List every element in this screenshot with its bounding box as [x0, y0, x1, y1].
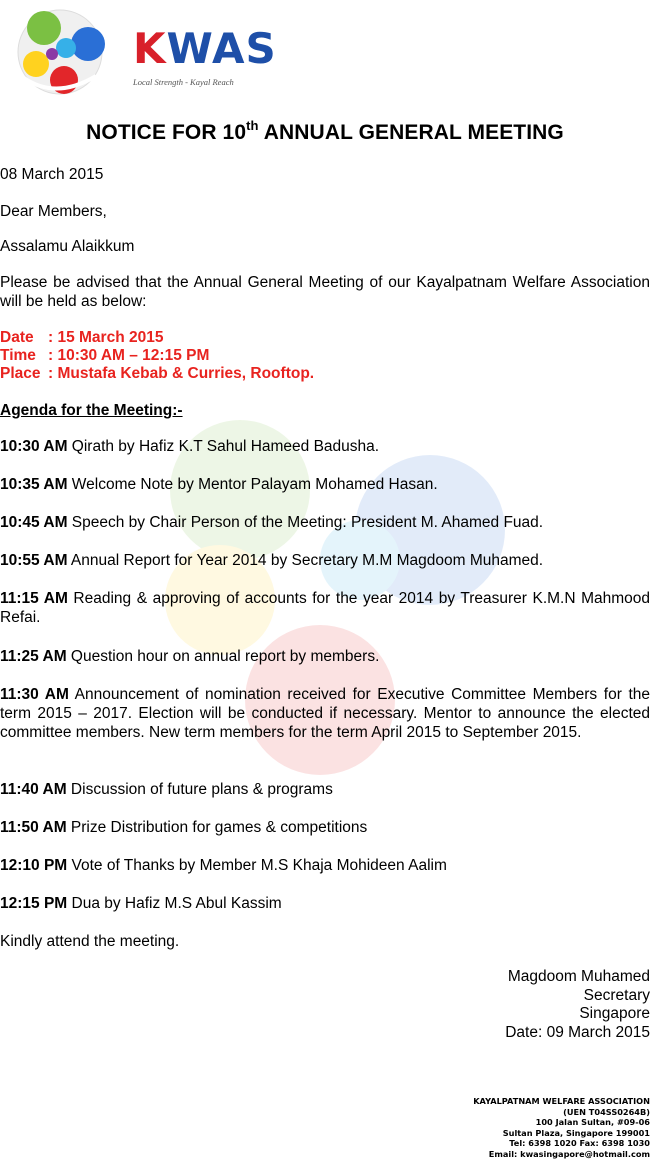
kwas-logo [16, 8, 277, 100]
detail-place: Place : Mustafa Kebab & Curries, Rooftop. [0, 365, 315, 382]
footer-address [473, 1096, 650, 1159]
closing-text: Kindly attend the meeting. [0, 933, 180, 950]
signatory-location: Singapore [579, 1005, 650, 1022]
footer-email: Email: kwasingapore@hotmail.com [488, 1148, 650, 1159]
agenda-item: 11:40 AM Discussion of future plans & programs [0, 781, 333, 798]
agenda-item: 12:15 PM Dua by Hafiz M.S Abul Kassim [0, 895, 282, 912]
notice-date: 08 March 2015 [0, 166, 104, 183]
agenda-item: 10:45 AM Speech by Chair Person of the Meeting: President M. Ahamed Fuad. [0, 514, 544, 531]
signature-block [505, 968, 650, 1042]
signature-date: Date: 09 March 2015 [505, 1023, 650, 1041]
agenda-item: 11:50 AM Prize Distribution for games & competitions [0, 819, 368, 836]
footer-uen: (UEN T04SS0264B) [563, 1106, 650, 1117]
footer-phone: Tel: 6398 1020 Fax: 6398 1030 [509, 1138, 650, 1148]
agenda-item: 11:15 AM Reading & approving of accounts for the year 2014 by Treasurer K.M.N Mahmood Refai. [0, 590, 650, 626]
footer-address-line1: 100 Jalan Sultan, #09-06 [535, 1117, 650, 1127]
signatory-name: Magdoom Muhamed [507, 968, 650, 985]
agenda-item: 10:30 AM Qirath by Hafiz K.T Sahul Hameed Badusha. [0, 438, 380, 455]
agenda-item: 10:35 AM Welcome Note by Mentor Palayam Mohamed Hasan. [0, 476, 438, 493]
detail-time: Time : 10:30 AM – 12:15 PM [0, 347, 210, 364]
detail-date: Date : 15 March 2015 [0, 329, 164, 346]
greeting: Assalamu Alaikkum [0, 238, 135, 255]
agenda-item: 11:30 AM Announcement of nomination received for Executive Committee Members for the term 2015 – 2017. Election will be conducted if necessary. Mentor to announce the elected committee members. New term members for the term April 2015 to September 2015. [0, 686, 650, 741]
agenda-heading: Agenda for the Meeting:- [0, 402, 183, 419]
agenda-item: 11:25 AM Question hour on annual report by members. [0, 648, 380, 665]
footer-address-line2: Sultan Plaza, Singapore 199001 [502, 1127, 650, 1138]
logo-wordmark: KWAS [133, 24, 277, 73]
agenda-item: 12:10 PM Vote of Thanks by Member M.S Khaja Mohideen Aalim [0, 857, 447, 874]
page-title: NOTICE FOR 10th ANNUAL GENERAL MEETING [86, 118, 564, 144]
signatory-role: Secretary [583, 986, 650, 1004]
logo-tagline: Local Strength - Kayal Reach [133, 77, 234, 87]
agenda-item: 10:55 AM Annual Report for Year 2014 by Secretary M.M Magdoom Muhamed. [0, 552, 544, 569]
intro-paragraph: Please be advised that the Annual General Meeting of our Kayalpatnam Welfare Association will be held as below: [0, 274, 650, 310]
footer-org: KAYALPATNAM WELFARE ASSOCIATION [473, 1096, 650, 1106]
logo-emblem-icon [16, 8, 108, 98]
salutation: Dear Members, [0, 203, 107, 220]
